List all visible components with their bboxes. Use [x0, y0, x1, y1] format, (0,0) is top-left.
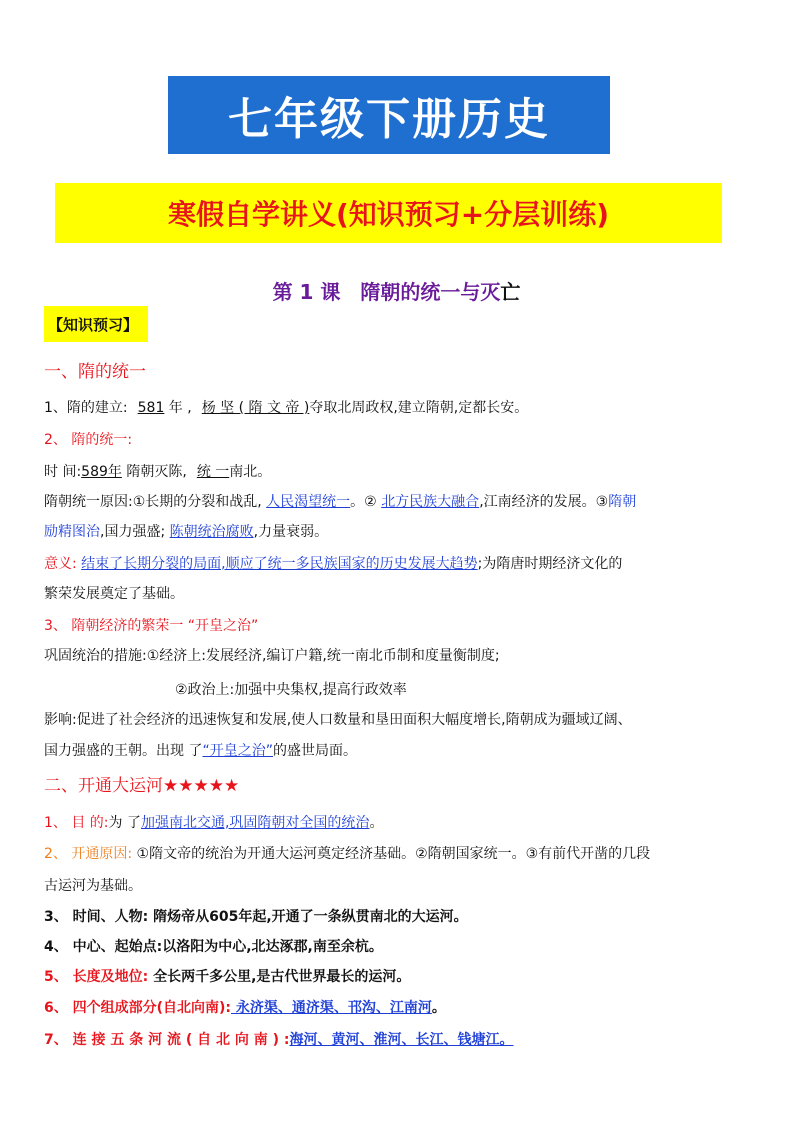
answer-span: 589年 [81, 464, 122, 480]
answer-span: 陈朝统治腐败 [169, 524, 254, 540]
subtitle-banner [55, 183, 722, 243]
paragraph-line [44, 937, 745, 957]
paragraph-line: 巩固统治的措施:①经济上:发展经济,编订户籍,统一南北币制和度量衡制度; [44, 648, 500, 664]
answer-span: 统 一 [196, 464, 230, 480]
answer-span: 永济渠、通济渠、邗沟、江南河 [231, 1000, 432, 1016]
text-span: 。 [369, 815, 384, 831]
lesson-number: 第 1 课 [272, 280, 341, 304]
text-span: 时 间: [44, 464, 82, 480]
paragraph-line [44, 522, 745, 542]
paragraph-line: 影响:促进了社会经济的迅速恢复和发展,使人口数量和垦田面积大幅度增长,隋朝成为疆域辽阔、 [44, 712, 632, 728]
text-span: 隋朝统一原因:①长期的分裂和战乱, [44, 494, 267, 510]
lesson-heading [0, 276, 793, 305]
paragraph-line [44, 844, 745, 864]
label-span: 1、 目 的: [44, 815, 109, 831]
answer-span: 北方民族大融合 [381, 494, 480, 510]
text-span: ,国力强盛; [100, 524, 170, 540]
text-span: ;为隋唐时期经济文化的 [477, 556, 623, 572]
text-span: 。② [350, 494, 382, 510]
paragraph-line [44, 492, 745, 512]
answer-span: 隋朝 [608, 494, 637, 510]
text-span: 隋炀帝从605年起,开通了一条纵贯南北的大运河。 [148, 909, 468, 925]
answer-span: 人民渴望统一 [266, 494, 351, 510]
text-span: 年 , [164, 400, 192, 416]
text-span: 以洛阳为中心,北达涿郡,南至余杭。 [162, 939, 383, 955]
answer-span: 结束了长期分裂的局面,顺应了统一多民族国家的历史发展大趋势 [81, 556, 478, 572]
subheading: 3、 隋朝经济的繁荣一 “开皇之治” [44, 618, 259, 634]
paragraph-line [44, 462, 745, 482]
paragraph-line [44, 907, 745, 927]
answer-span: 海河、黄河、淮河、长江、钱塘江。 [289, 1032, 514, 1048]
label-span: 4、 中心、起始点: [44, 939, 163, 955]
answer-span: 励精图治 [44, 524, 100, 540]
title-banner [168, 76, 610, 154]
answer-span: 加强南北交通,巩固隋朝对全国的统治 [140, 815, 370, 831]
text-span: 南北。 [229, 464, 272, 480]
paragraph-line: 繁荣发展奠定了基础。 [44, 586, 184, 602]
text-span: ,力量衰弱。 [253, 524, 329, 540]
text-span: 为 了 [108, 815, 141, 831]
paragraph-line [44, 967, 745, 987]
text-span: 国力强盛的王朝。出现 了 [44, 743, 203, 759]
lesson-title-end: 亡 [500, 280, 521, 304]
text-span: 。 [431, 1000, 446, 1016]
answer-span: 杨 坚 ( 隋 文 帝 ) [201, 400, 310, 416]
section-tag: 【知识预习】 [44, 306, 148, 342]
text-span: 隋朝灭陈, [121, 464, 187, 480]
paragraph-line [44, 554, 745, 574]
paragraph-line [44, 741, 745, 761]
label-span: 6、 四个组成部分(自北向南): [44, 1000, 232, 1016]
paragraph-line: 古运河为基础。 [44, 878, 142, 894]
paragraph-line [44, 813, 745, 833]
text-span: ①隋文帝的统治为开通大运河奠定经济基础。②隋朝国家统一。③有前代开凿的几段 [132, 846, 651, 862]
label-span: 3、 时间、人物: [44, 909, 149, 925]
paragraph-line [44, 1030, 745, 1050]
answer-span: 581 [137, 400, 165, 416]
text-span: 1、隋的建立: [44, 400, 128, 416]
label-span: 7、 连 接 五 条 河 流 ( 自 北 向 南 ) : [44, 1032, 290, 1048]
section-heading-2: 二、开通大运河★★★★★ [44, 776, 240, 796]
text-span: 全长两千多公里,是古代世界最长的运河。 [148, 969, 411, 985]
paragraph-line: ②政治上:加强中央集权,提高行政效率 [175, 682, 407, 698]
subheading: 2、 隋的统一: [44, 432, 133, 448]
lesson-title: 隋朝的统一与灭 [360, 280, 501, 304]
text-span: 的盛世局面。 [272, 743, 357, 759]
page-title: 七年级下册历史 [228, 94, 550, 145]
label-span: 2、 开通原因: [44, 846, 133, 862]
paragraph-line [44, 998, 745, 1018]
section-heading-1: 一、隋的统一 [44, 362, 146, 382]
page-subtitle: 寒假自学讲义(知识预习+分层训练) [167, 198, 610, 231]
text-span: ,江南经济的发展。③ [479, 494, 609, 510]
text-span: 夺取北周政权,建立隋朝,定都长安。 [309, 400, 529, 416]
paragraph-line [44, 398, 745, 418]
label-span: 意义: [44, 556, 82, 572]
label-span: 5、 长度及地位: [44, 969, 149, 985]
answer-span: “开皇之治” [202, 743, 273, 759]
